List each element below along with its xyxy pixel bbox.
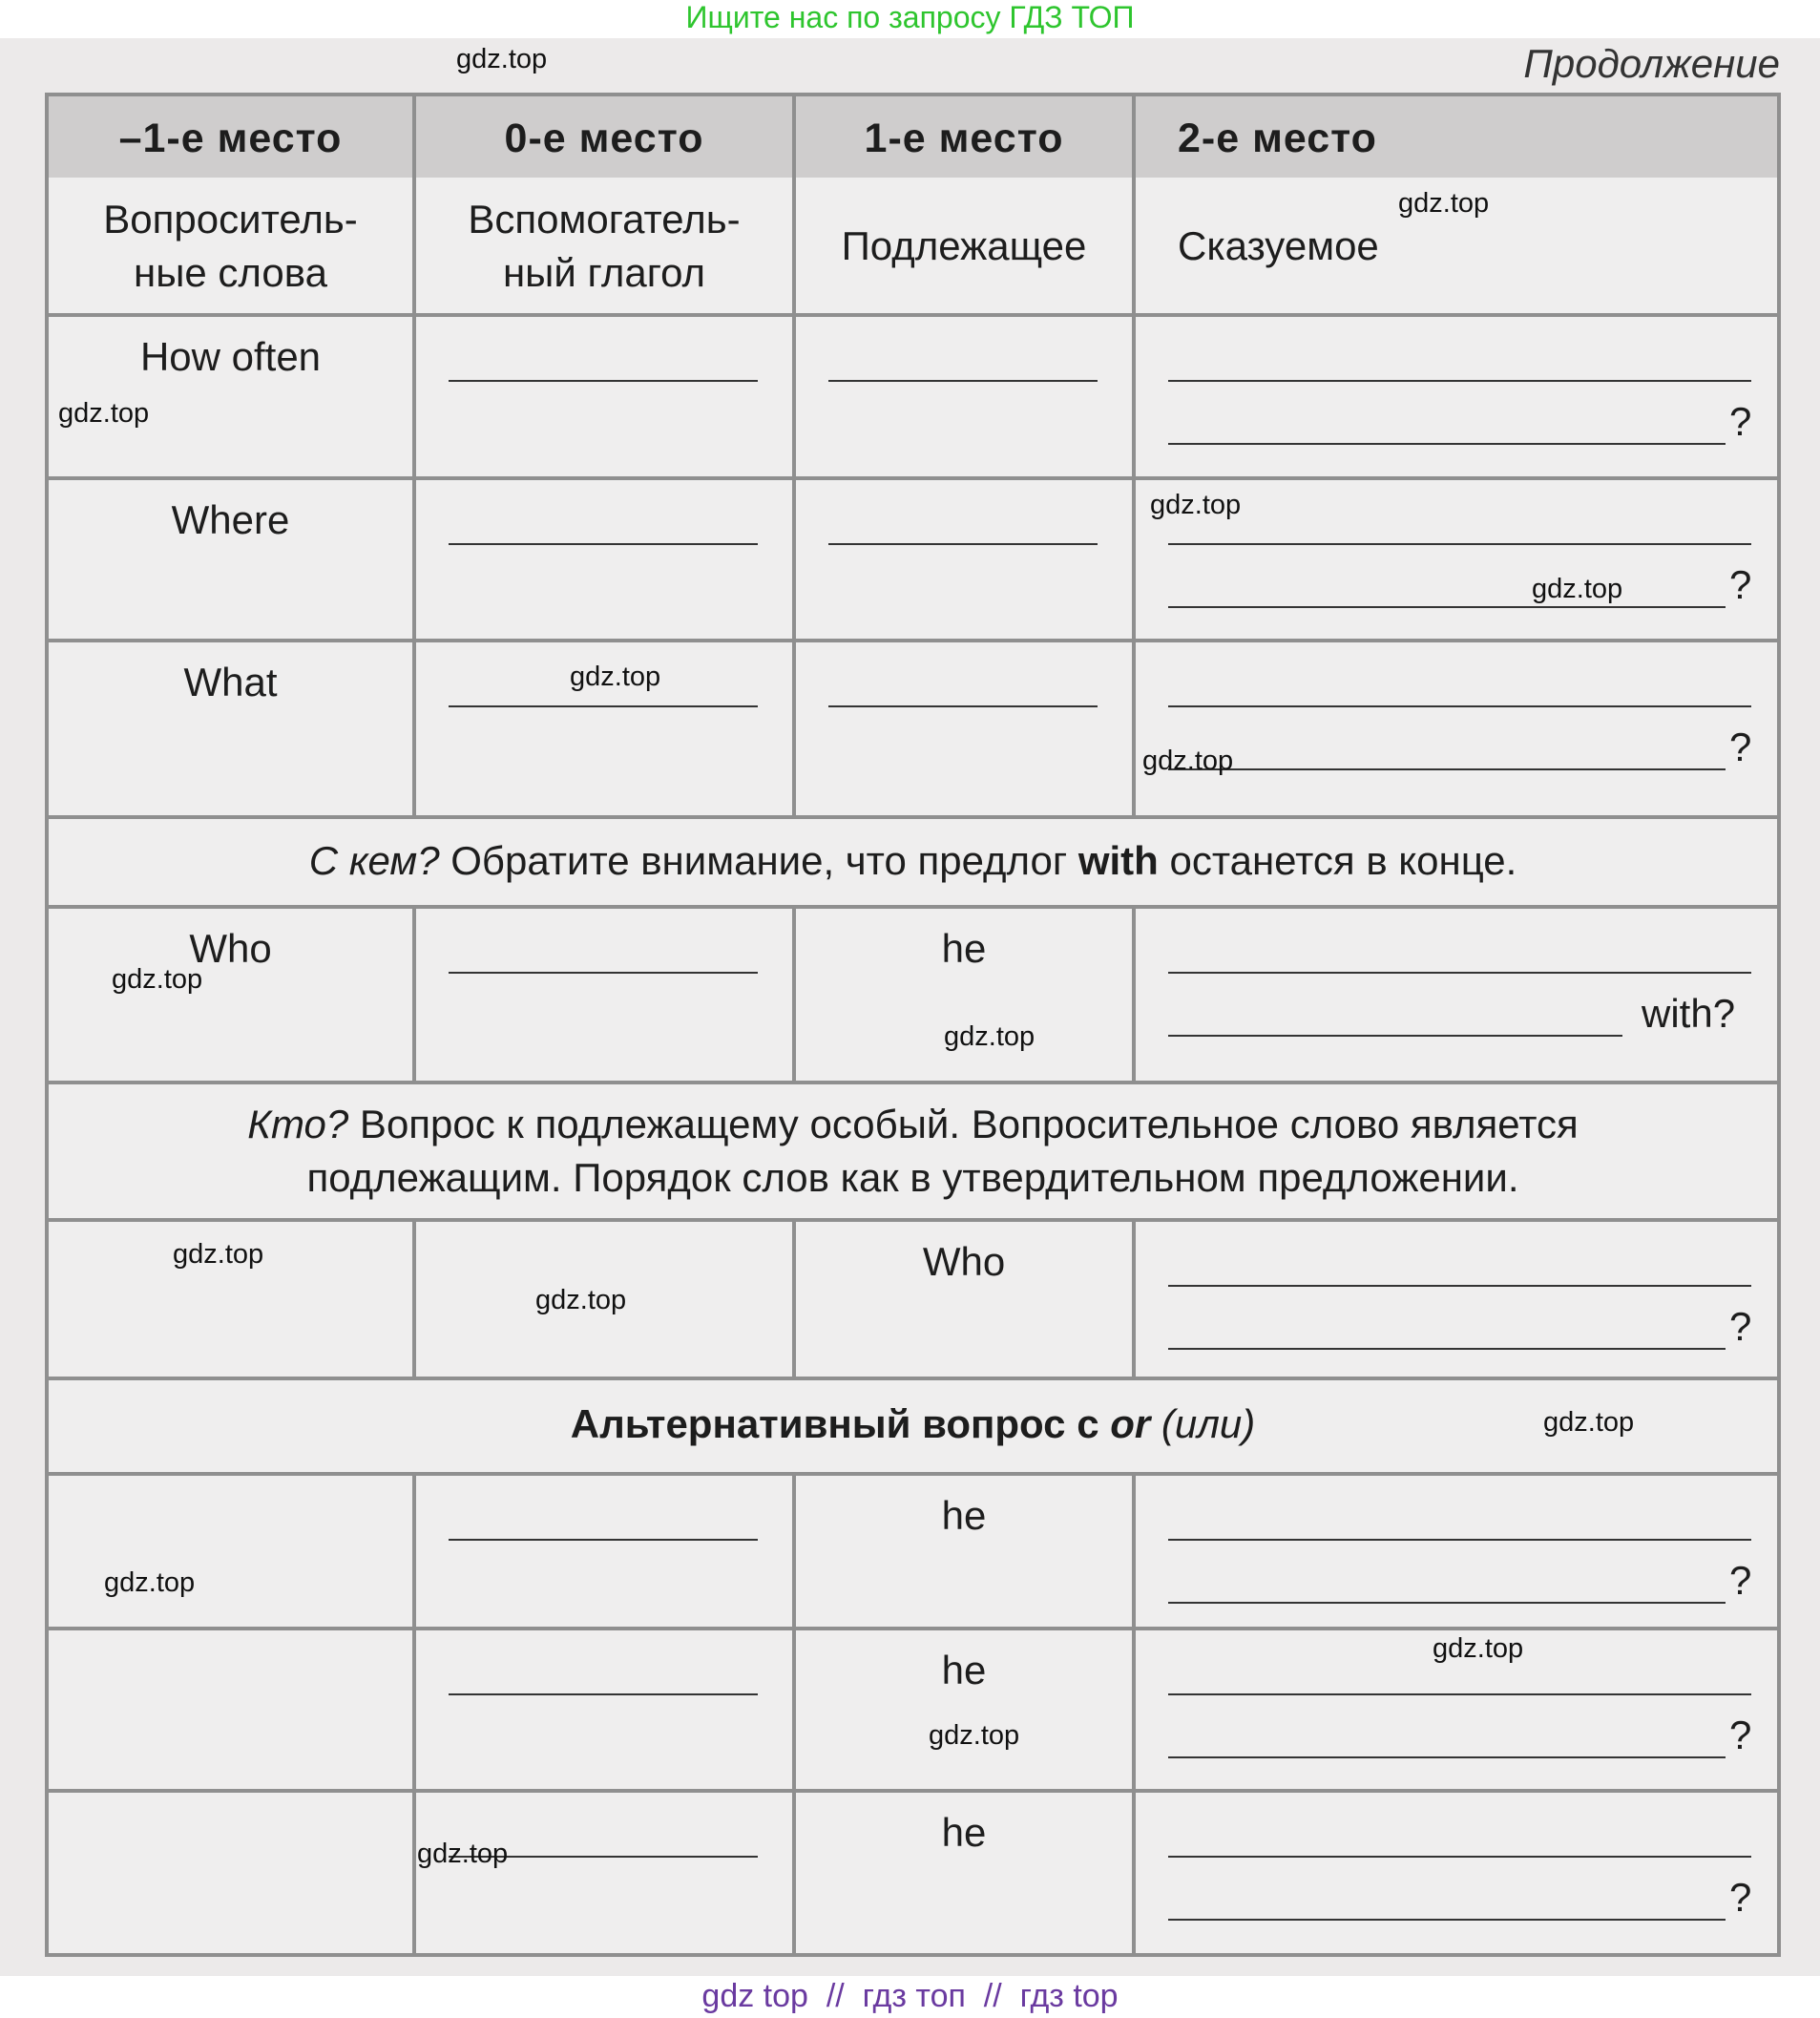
question-mark: ? [1729,399,1752,444]
subject-word: he [941,1648,987,1692]
note-row [49,1081,1777,1218]
header-cell: 0-е место [504,116,704,161]
answer-line[interactable] [1168,543,1751,545]
word-order-table [45,93,1781,1957]
watermark: gdz.top [1433,1633,1524,1664]
alt-question-heading: Альтернативный вопрос с or (или) [570,1401,1256,1446]
subheader-text: Подлежащее [841,223,1087,268]
table-row [49,1472,1777,1627]
question-mark: ? [1729,1558,1752,1603]
question-word: How often [139,334,322,379]
table-row [49,905,1777,1081]
watermark: gdz.top [173,1239,264,1270]
footer-watermark: gdz top // гдз топ // гдз top [701,1978,1119,2014]
answer-line[interactable] [1168,1035,1622,1037]
answer-line[interactable] [1168,1539,1751,1541]
watermark: gdz.top [104,1567,196,1598]
answer-line[interactable] [449,543,758,545]
question-mark: ? [1729,562,1752,607]
watermark: gdz.top [1532,574,1623,604]
question-mark: ? [1729,725,1752,769]
answer-line[interactable] [1168,1348,1726,1350]
with-question-mark: with? [1642,991,1736,1036]
subject-word: he [941,1493,987,1538]
header-cell: 1-е место [864,116,1064,161]
answer-line[interactable] [1168,705,1751,707]
answer-line[interactable] [1168,972,1751,974]
watermark: gdz.top [1142,746,1234,776]
answer-line[interactable] [1168,1919,1726,1921]
watermark: gdz.top [944,1021,1036,1052]
table-row [49,313,1777,476]
answer-line[interactable] [449,380,758,382]
subject-word: Who [922,1239,1006,1284]
subheader-text: ный глагол [502,250,706,295]
question-word: Where [171,497,290,542]
answer-line[interactable] [828,543,1098,545]
table-row [49,1789,1777,1957]
note-text: С кем? Обратите внимание, что предлог with останется в конце. [308,838,1517,883]
answer-line[interactable] [449,1693,758,1695]
header-row [49,96,1777,178]
watermark: gdz.top [112,964,203,995]
table-row [49,476,1777,639]
question-word: Who [189,926,272,971]
table-row [49,639,1777,815]
answer-line[interactable] [1168,1602,1726,1604]
question-mark: ? [1729,1713,1752,1757]
answer-line[interactable] [828,705,1098,707]
watermark: gdz.top [417,1839,509,1869]
question-mark: ? [1729,1304,1752,1349]
watermark: gdz.top [570,662,661,692]
continuation-label: Продолжение [1523,41,1780,86]
note-row [49,815,1777,905]
watermark: gdz.top [1150,490,1242,520]
header-cell: –1-е место [118,116,343,161]
search-banner: Ищите нас по запросу ГДЗ ТОП [685,0,1135,34]
answer-line[interactable] [1168,380,1751,382]
answer-line[interactable] [449,972,758,974]
answer-line[interactable] [1168,768,1726,770]
watermark: gdz.top [929,1720,1020,1751]
subheader-text: ные слова [134,250,327,295]
answer-line[interactable] [1168,1693,1751,1695]
subject-word: he [941,926,987,971]
note-text: Кто? Вопрос к подлежащему особый. Вопросительное слово является [247,1102,1579,1146]
answer-line[interactable] [449,705,758,707]
subheader-row [49,178,1777,313]
question-mark: ? [1729,1875,1752,1920]
note-text: подлежащим. Порядок слов как в утвердительном предложении. [306,1155,1519,1200]
watermark: gdz.top [1543,1407,1635,1438]
answer-line[interactable] [1168,1856,1751,1858]
answer-line[interactable] [1168,606,1726,608]
answer-line[interactable] [1168,443,1726,445]
table-row [49,1218,1777,1377]
subheader-text: Сказуемое [1178,223,1379,268]
subheader-text: Вспомогатель- [468,197,741,242]
watermark: gdz.top [535,1285,627,1315]
answer-line[interactable] [1168,1285,1751,1287]
note-row [49,1377,1777,1472]
watermark: gdz.top [58,398,150,429]
subheader-text: Вопроситель- [103,197,358,242]
watermark: gdz.top [1398,188,1490,219]
question-word: What [183,660,278,704]
answer-line[interactable] [449,1539,758,1541]
answer-line[interactable] [828,380,1098,382]
subject-word: he [941,1810,987,1855]
answer-line[interactable] [1168,1756,1726,1758]
watermark: gdz.top [456,44,548,74]
header-cell: 2-е место [1178,116,1377,161]
